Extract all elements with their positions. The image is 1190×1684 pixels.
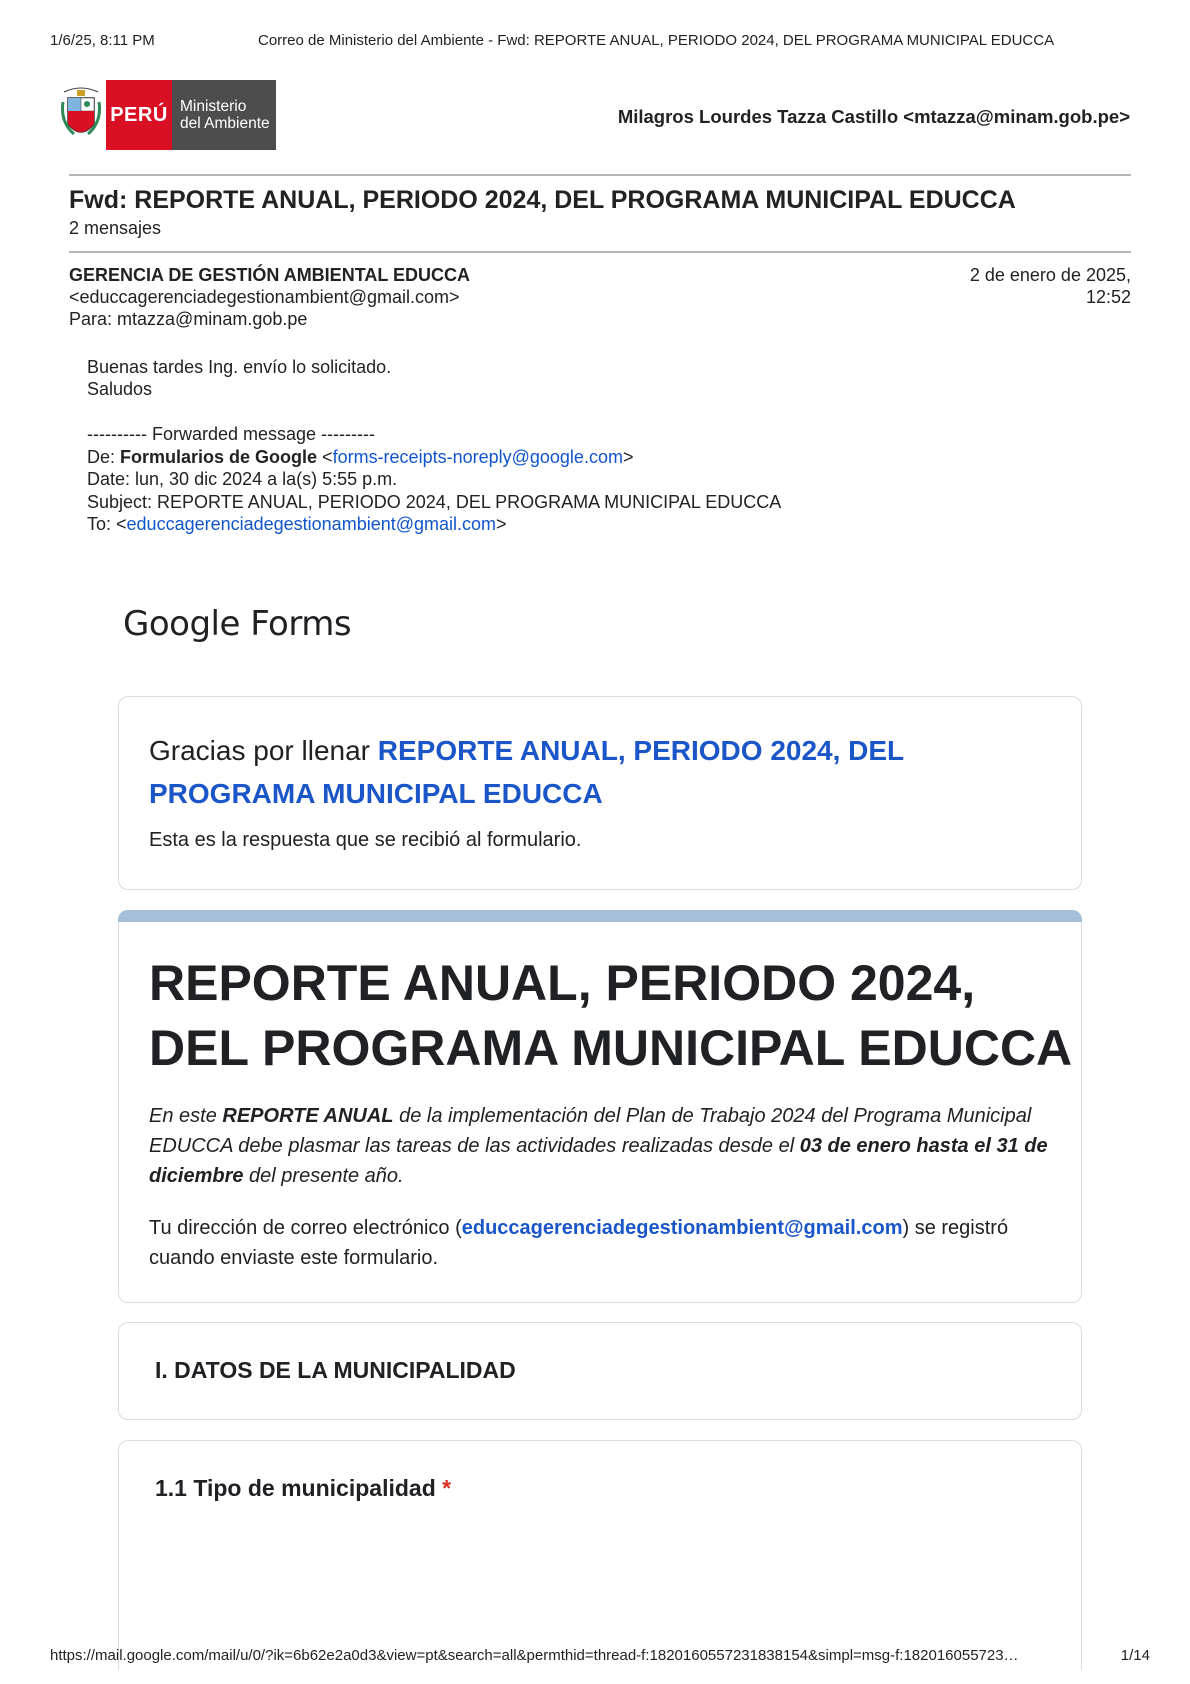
form-title: REPORTE ANUAL, PERIODO 2024, DEL PROGRAMA MUNICIPAL EDUCCA [149, 955, 1073, 1076]
from-email-link[interactable]: forms-receipts-noreply@google.com [332, 447, 623, 467]
google-forms-logo [123, 604, 351, 644]
subject-divider [69, 251, 1131, 253]
desc-part2: de la implementación del Plan de Trabajo 2024 del Programa Municipal EDUCCA debe plasmar las tareas de las actividades realizadas desde el [149, 1105, 1032, 1157]
desc-part3: del presente año. [243, 1165, 404, 1187]
section-title: I. DATOS DE LA MUNICIPALIDAD [155, 1357, 516, 1383]
to-label: To: < [87, 514, 127, 534]
form-title-accent [118, 910, 1082, 922]
desc-part1: En este [149, 1105, 223, 1127]
required-mark: * [442, 1475, 452, 1501]
thanks-message [149, 729, 1049, 815]
thanks-prefix: Gracias por llenar [149, 735, 378, 766]
forwarded-subject: Subject: REPORTE ANUAL, PERIODO 2024, DEL PROGRAMA MUNICIPAL EDUCCA [87, 492, 782, 512]
forwarded-to [87, 513, 507, 535]
section-card [118, 1322, 1082, 1420]
print-page-title: Correo de Ministerio del Ambiente - Fwd: REPORTE ANUAL, PERIODO 2024, DEL PROGRAMA MUNICIPAL EDUCCA [258, 32, 1055, 49]
from-label: De: [87, 447, 121, 467]
from-close: > [622, 447, 634, 467]
logo-country: PERÚ [106, 80, 172, 150]
form-description [149, 1101, 1069, 1191]
question-title [155, 1475, 451, 1502]
forwarded-date: Date: lun, 30 dic 2024 a la(s) 5:55 p.m. [87, 469, 398, 489]
to-email-link[interactable]: educcagerenciadegestionambient@gmail.com [126, 514, 497, 534]
header-divider [69, 174, 1131, 176]
print-page-number: 1/14 [1120, 1647, 1150, 1664]
email-prefix: Tu dirección de correo electrónico ( [149, 1217, 462, 1239]
to-close: > [496, 514, 507, 534]
thanks-card [118, 696, 1082, 890]
google-word: Google [123, 604, 240, 644]
print-datetime: 1/6/25, 8:11 PM [50, 32, 155, 49]
body-sign-off: Saludos [87, 379, 153, 399]
response-received-note: Esta es la respuesta que se recibió al formulario. [149, 829, 582, 851]
sender-name: GERENCIA DE GESTIÓN AMBIENTAL EDUCCA [69, 265, 471, 285]
email-recorded-note [149, 1213, 1049, 1273]
forwarded-from [87, 446, 633, 468]
peru-coat-of-arms-icon [60, 84, 102, 146]
forms-word: Forms [239, 604, 352, 644]
from-open: < [317, 447, 333, 467]
respondent-email: educcagerenciadegestionambient@gmail.com [461, 1217, 903, 1239]
message-date [970, 264, 1131, 308]
print-url: https://mail.google.com/mail/u/0/?ik=6b62e2a0d3&view=pt&search=all&permthid=thread-f:1820160557231838154&simpl=msg-f:182016055723… [50, 1647, 1019, 1664]
thread-subject: Fwd: REPORTE ANUAL, PERIODO 2024, DEL PROGRAMA MUNICIPAL EDUCCA [69, 186, 1016, 214]
thanks-form-title: REPORTE ANUAL, PERIODO 2024, DEL PROGRAMA MUNICIPAL EDUCCA [149, 735, 904, 809]
email-suffix: ) se registró cuando enviaste este formulario. [149, 1217, 1009, 1269]
logo-ministry [172, 80, 276, 150]
message-time: 12:52 [1085, 287, 1131, 307]
question-card [118, 1440, 1082, 1670]
body-greeting: Buenas tardes Ing. envío lo solicitado. [87, 357, 392, 377]
desc-bold1: REPORTE ANUAL [222, 1105, 394, 1127]
sender-email: <educcagerenciadegestionambient@gmail.com> [69, 287, 460, 307]
message-count: 2 mensajes [69, 218, 162, 238]
logo-ministry-line2: del Ambiente [180, 115, 270, 132]
account-holder: Milagros Lourdes Tazza Castillo <mtazza@minam.gob.pe> [617, 106, 1130, 127]
recipient: Para: mtazza@minam.gob.pe [69, 309, 308, 329]
from-name: Formularios de Google [120, 447, 318, 467]
form-title-card [118, 910, 1082, 1303]
logo-ministry-line1: Ministerio [180, 98, 247, 115]
forwarded-header: ---------- Forwarded message --------- [87, 424, 375, 444]
message-date-line1: 2 de enero de 2025, [969, 265, 1131, 285]
minam-logo [60, 80, 276, 150]
desc-bold2: 03 de enero hasta el 31 de diciembre [149, 1135, 1048, 1187]
question-text: 1.1 Tipo de municipalidad [155, 1475, 436, 1501]
